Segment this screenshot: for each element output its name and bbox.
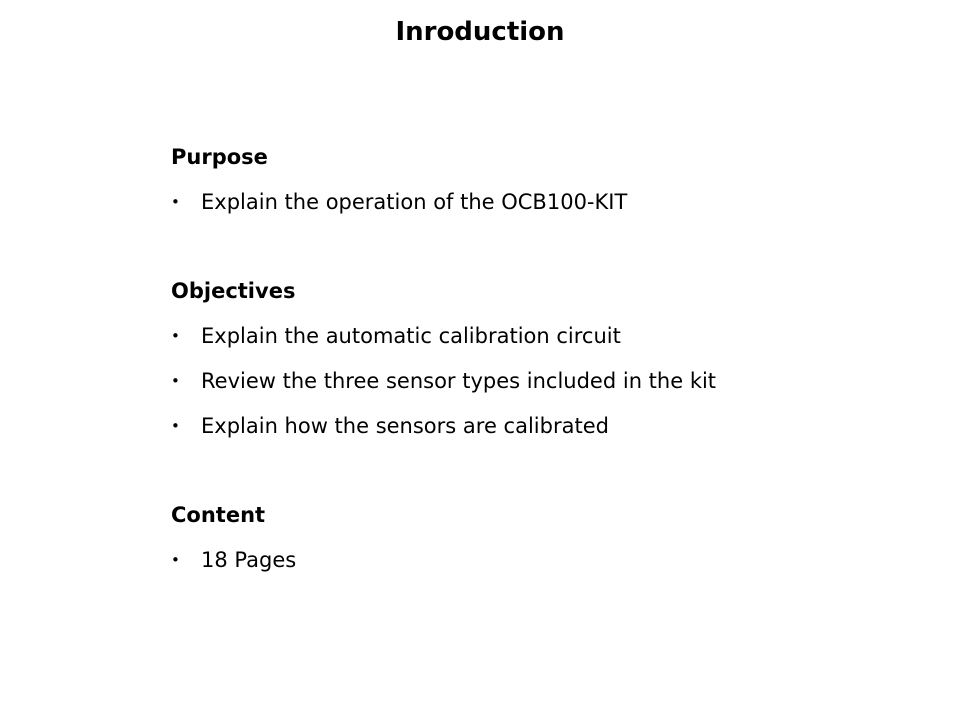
bullet-icon: •	[171, 193, 180, 211]
bullet-text: Explain how the sensors are calibrated	[201, 414, 609, 438]
bullet-icon: •	[171, 372, 180, 390]
section-heading-purpose: Purpose	[171, 145, 268, 169]
bullet-text: Explain the automatic calibration circuit	[201, 324, 621, 348]
section-content	[171, 501, 891, 574]
bullet-text: 18 Pages	[201, 548, 297, 572]
bullet-item	[171, 322, 891, 350]
section-objectives	[171, 277, 891, 440]
bullet-icon: •	[171, 327, 180, 345]
bullet-item	[171, 546, 891, 574]
section-heading-objectives: Objectives	[171, 279, 296, 303]
bullet-icon: •	[171, 417, 180, 435]
bullet-list-content	[171, 546, 891, 574]
bullet-item	[171, 412, 891, 440]
section-spacer	[171, 233, 891, 277]
bullet-text: Explain the operation of the OCB100-KIT	[201, 190, 628, 214]
bullet-list-purpose	[171, 188, 891, 216]
bullet-text: Review the three sensor types included in the kit	[201, 369, 717, 393]
bullet-item	[171, 188, 891, 216]
section-purpose	[171, 143, 891, 216]
slide-title: Inroduction	[395, 17, 565, 47]
slide-content	[171, 143, 891, 591]
bullet-icon: •	[171, 551, 180, 569]
bullet-list-objectives	[171, 322, 891, 440]
bullet-item	[171, 367, 891, 395]
section-heading-content: Content	[171, 503, 266, 527]
section-spacer	[171, 457, 891, 501]
